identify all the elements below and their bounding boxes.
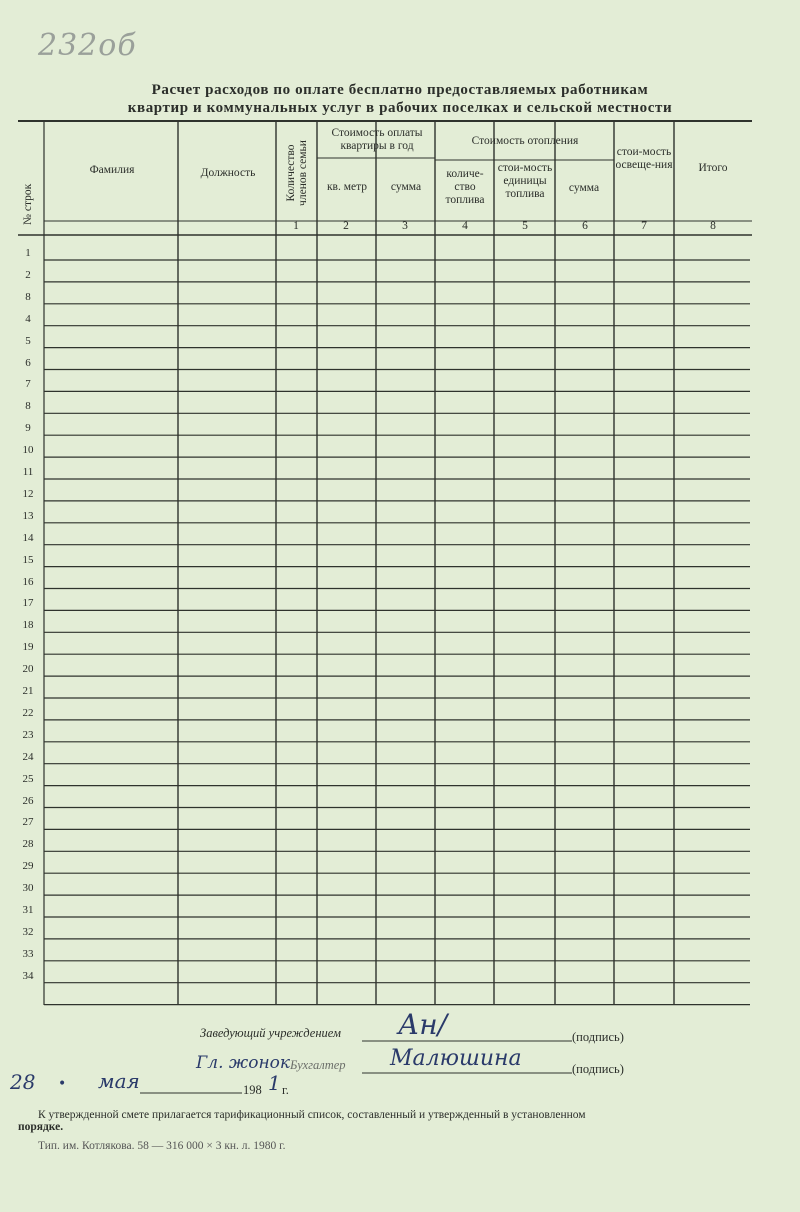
header-sq-meter: кв. метр <box>326 181 368 193</box>
row-number: 31 <box>22 904 34 916</box>
column-number: 2 <box>343 220 349 232</box>
row-number: 8 <box>25 400 31 413</box>
column-number: 4 <box>462 220 468 232</box>
accountant-label: Бухгалтер <box>290 1058 346 1072</box>
header-heating-cost: Стоимость отопления <box>471 135 579 147</box>
row-number: 20 <box>22 663 34 676</box>
row-number: 9 <box>25 422 31 435</box>
header-sum-apartment: сумма <box>390 181 422 193</box>
row-number: 14 <box>22 531 34 544</box>
header-lighting-cost: стои-мость освеще-ния <box>615 146 673 171</box>
column-number: 3 <box>402 220 408 232</box>
row-number: 33 <box>22 947 34 960</box>
row-number: 16 <box>22 575 34 588</box>
header-family-count: Количество членов семьи <box>285 140 309 206</box>
row-number: 30 <box>22 882 34 895</box>
row-number: 8 <box>25 290 31 303</box>
date-year-printed: 198 <box>243 1083 262 1097</box>
column-number: 7 <box>641 220 647 232</box>
row-number: 15 <box>22 553 34 566</box>
form-title-line-1: Расчет расходов по оплате бесплатно предоставляемых работникам <box>151 82 649 98</box>
accountant-signature: Малюшина <box>390 1046 522 1071</box>
row-number: 23 <box>22 728 34 741</box>
header-sum-heating: сумма <box>568 182 600 194</box>
row-number: 18 <box>22 619 34 632</box>
row-number: 32 <box>22 925 34 938</box>
row-number: 24 <box>22 750 34 763</box>
row-number: 4 <box>25 312 31 325</box>
head-signature: Ан/ <box>398 1008 448 1041</box>
column-number: 5 <box>522 220 528 232</box>
form-title-line-2: квартир и коммунальных услуг в рабочих поселках и сельской местности <box>127 100 673 116</box>
date-separator-mark: • <box>58 1076 67 1092</box>
column-number: 6 <box>582 220 588 232</box>
row-number: 6 <box>25 356 31 369</box>
date-month: мая <box>98 1069 140 1093</box>
row-number: 13 <box>22 509 34 522</box>
head-of-institution-label: Заведующий учреждением <box>200 1026 341 1040</box>
row-number: 11 <box>22 466 34 478</box>
date-day: 28 <box>10 1070 36 1094</box>
row-number: 25 <box>22 772 34 785</box>
archive-page-number: 232об <box>38 28 137 63</box>
row-number: 28 <box>22 838 34 851</box>
row-number: 17 <box>22 597 34 610</box>
header-total: Итого <box>698 162 728 174</box>
date-year-handwritten: 1 <box>268 1071 281 1095</box>
row-number: 21 <box>22 685 34 697</box>
header-fuel-unit-cost: стои-мость единицы топлива <box>497 162 553 200</box>
header-apartment-cost: Стоимость оплаты квартиры в год <box>331 127 423 152</box>
header-row-number: № строк <box>22 183 34 225</box>
chief-prefix-handwritten: Гл. жонок <box>196 1053 291 1073</box>
footnote-line-1: К утвержденной смете прилагается тарификационный список, составленный и утвержденный в установленном <box>38 1109 586 1121</box>
footnote-line-2: порядке. <box>18 1121 64 1133</box>
row-number: 26 <box>22 794 34 807</box>
signature-caption-2: (подпись) <box>572 1062 624 1076</box>
row-number: 22 <box>22 706 34 719</box>
date-year-suffix: г. <box>282 1083 289 1097</box>
column-number: 8 <box>710 220 716 232</box>
row-number: 2 <box>25 268 31 281</box>
header-surname: Фамилия <box>89 164 135 176</box>
row-number: 29 <box>22 860 34 873</box>
row-number: 10 <box>22 444 34 457</box>
row-number: 19 <box>22 641 34 654</box>
signature-caption-1: (подпись) <box>572 1030 624 1044</box>
row-number: 12 <box>22 487 34 500</box>
row-number: 27 <box>22 816 34 829</box>
column-number: 1 <box>293 220 299 232</box>
row-number: 7 <box>25 378 31 391</box>
row-number: 1 <box>25 247 31 259</box>
printer-imprint: Тип. им. Котлякова. 58 — 316 000 × 3 кн. л. 1980 г. <box>38 1140 286 1152</box>
header-fuel-quantity: количе-ство топлива <box>445 168 485 206</box>
row-number: 5 <box>25 334 31 347</box>
header-position: Должность <box>200 167 256 179</box>
row-number: 34 <box>22 969 34 982</box>
